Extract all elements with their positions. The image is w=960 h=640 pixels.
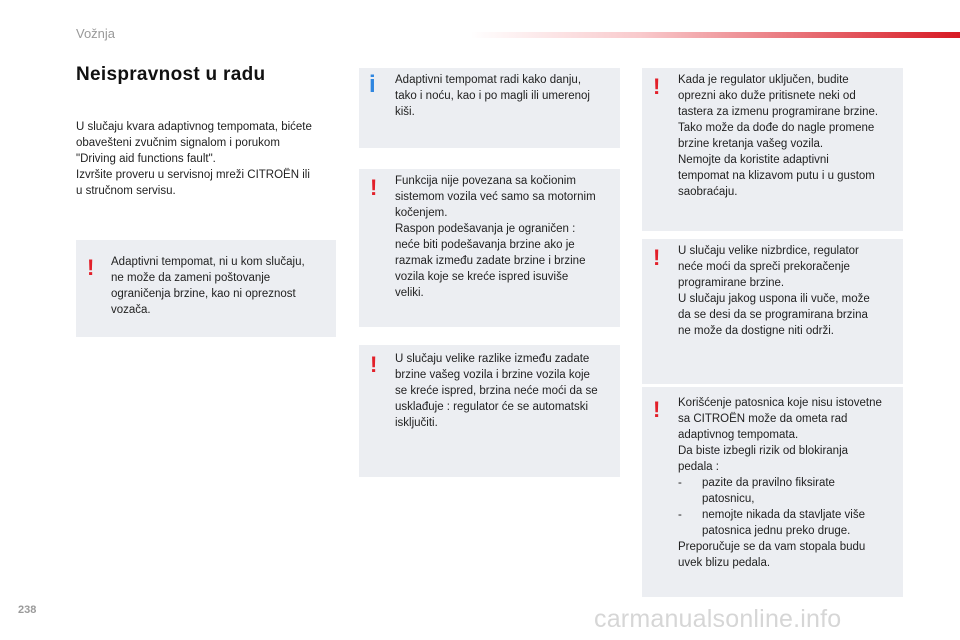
warning-line: Korišćenje patosnica koje nisu istovetne xyxy=(678,397,882,409)
warning-line: ne može da zameni poštovanje xyxy=(111,272,271,284)
bullet-text: patosnicu, xyxy=(702,493,755,505)
watermark: carmanualsonline.info xyxy=(594,605,842,633)
intro-line: U slučaju kvara adaptivnog tempomata, bićete xyxy=(76,121,312,133)
intro-paragraph xyxy=(76,119,336,199)
bullet-item xyxy=(678,507,900,523)
info-icon: i xyxy=(369,71,376,98)
warning-line: da se desi da se programirana brzina xyxy=(678,309,868,321)
page-number: 238 xyxy=(18,604,37,616)
warning-line: programirane brzine. xyxy=(678,277,785,289)
warning-line: vozila koje se kreće ispred isuviše xyxy=(395,271,569,283)
warning-line: saobraćaju. xyxy=(678,186,738,198)
warning-line: kočenjem. xyxy=(395,207,448,219)
warning-line: brzine vašeg vozila i brzine vozila koje xyxy=(395,369,590,381)
warning-text xyxy=(678,72,878,200)
warning-box-speed-limits xyxy=(76,240,336,337)
warning-icon: ! xyxy=(370,175,378,200)
warning-line: razmak između zadate brzine i brzine xyxy=(395,255,586,267)
header-accent-bar xyxy=(470,32,960,38)
section-label: Vožnja xyxy=(76,26,116,41)
bullet-continuation xyxy=(678,523,900,539)
bullet-dash: - xyxy=(678,477,682,489)
warning-line: brzine kretanja vašeg vozila. xyxy=(678,138,824,150)
warning-box-braking xyxy=(359,169,620,327)
warning-line: Adaptivni tempomat, ni u kom slučaju, xyxy=(111,256,305,268)
bullet-dash: - xyxy=(678,509,682,521)
warning-box-speed-difference xyxy=(359,345,620,477)
warning-line: Tako može da dođe do nagle promene xyxy=(678,122,875,134)
warning-box-regulator-buttons xyxy=(642,68,903,231)
warning-line: neće biti podešavanja brzine ako je xyxy=(395,239,575,251)
bullet-text: nemojte nikada da stavljate više xyxy=(702,509,866,521)
warning-line: isključiti. xyxy=(395,417,438,429)
warning-line: tempomat na klizavom putu i u gustom xyxy=(678,170,875,182)
warning-box-slope xyxy=(642,239,903,384)
warning-line: tastera za izmenu programirane brzine. xyxy=(678,106,879,118)
bullet-text: pazite da pravilno fiksirate xyxy=(702,477,835,489)
warning-line: veliki. xyxy=(395,287,424,299)
warning-icon: ! xyxy=(653,74,661,99)
warning-line: ograničenja brzine, kao ni opreznost xyxy=(111,288,296,300)
warning-text xyxy=(395,173,596,301)
warning-icon: ! xyxy=(653,397,661,422)
info-line: kiši. xyxy=(395,106,415,118)
warning-icon: ! xyxy=(87,255,95,280)
info-text xyxy=(395,72,590,120)
warning-icon: ! xyxy=(653,245,661,270)
warning-box-floor-mats xyxy=(642,387,903,597)
warning-icon: ! xyxy=(370,352,378,377)
warning-text xyxy=(395,351,598,431)
warning-text xyxy=(678,243,870,339)
warning-line: Da biste izbegli rizik od blokiranja xyxy=(678,445,849,457)
warning-line: vozača. xyxy=(111,304,151,316)
intro-line: "Driving aid functions fault". xyxy=(76,153,216,165)
warning-line: ne može da dostigne niti održi. xyxy=(678,325,834,337)
bullet-item xyxy=(678,475,900,491)
warning-line: adaptivnog tempomata. xyxy=(678,429,799,441)
warning-line: Funkcija nije povezana sa kočionim xyxy=(395,175,576,187)
warning-line: sa CITROËN može da ometa rad xyxy=(678,413,848,425)
warning-line: usklađuje : regulator će se automatski xyxy=(395,401,589,413)
info-box-conditions xyxy=(359,68,620,148)
warning-line: U slučaju jakog uspona ili vuče, može xyxy=(678,293,870,305)
warning-text xyxy=(111,254,305,318)
intro-line: u stručnom servisu. xyxy=(76,185,176,197)
warning-line: neće moći da spreči prekoračenje xyxy=(678,261,850,273)
bullet-continuation xyxy=(678,491,900,507)
page-title: Neispravnost u radu xyxy=(76,64,266,85)
warning-line: se kreće ispred, brzina neće moći da se xyxy=(395,385,598,397)
info-line: tako i noću, kao i po magli ili umerenoj xyxy=(395,90,590,102)
warning-line: oprezni ako duže pritisnete neki od xyxy=(678,90,856,102)
warning-line: Preporučuje se da vam stopala budu xyxy=(678,541,866,553)
warning-text xyxy=(678,395,900,571)
warning-line: U slučaju velike razlike između zadate xyxy=(395,353,590,365)
bullet-text: patosnica jednu preko druge. xyxy=(702,525,851,537)
warning-line: sistemom vozila već samo sa motornim xyxy=(395,191,596,203)
warning-line: U slučaju velike nizbrdice, regulator xyxy=(678,245,859,257)
warning-line: pedala : xyxy=(678,461,719,473)
warning-line: uvek blizu pedala. xyxy=(678,557,771,569)
intro-line: obavešteni zvučnim signalom i porukom xyxy=(76,137,280,149)
info-line: Adaptivni tempomat radi kako danju, xyxy=(395,74,582,86)
warning-line: Raspon podešavanja je ograničen : xyxy=(395,223,576,235)
warning-line: Kada je regulator uključen, budite xyxy=(678,74,849,86)
intro-line: Izvršite proveru u servisnoj mreži CITROËN ili xyxy=(76,169,310,181)
warning-line: Nemojte da koristite adaptivni xyxy=(678,154,829,166)
